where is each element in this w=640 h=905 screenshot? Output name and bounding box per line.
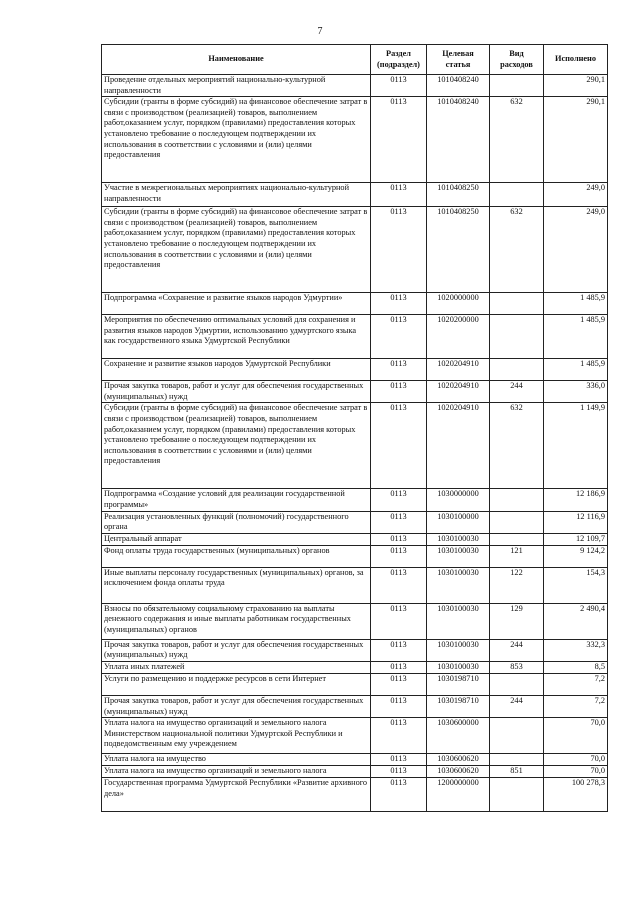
- row-kind: 853: [490, 661, 544, 673]
- row-target: 1030100030: [427, 639, 490, 661]
- budget-table: [101, 44, 608, 812]
- table-row: [102, 718, 608, 754]
- row-target: 1030600620: [427, 766, 490, 778]
- row-target: 1030100030: [427, 661, 490, 673]
- row-amount: 1 485,9: [544, 315, 608, 359]
- row-target: 1030000000: [427, 489, 490, 511]
- table-row: [102, 778, 608, 812]
- row-target: 1010408250: [427, 183, 490, 207]
- row-name: Сохранение и развитие языков народов Удмуртской Республики: [102, 359, 371, 381]
- table-row: [102, 661, 608, 673]
- row-kind: 122: [490, 567, 544, 603]
- row-kind: [490, 315, 544, 359]
- row-target: 1010408250: [427, 207, 490, 293]
- row-kind: [490, 75, 544, 97]
- table-row: [102, 567, 608, 603]
- row-kind: 851: [490, 766, 544, 778]
- row-name: Взносы по обязательному социальному страхованию на выплаты денежного содержания и иные выплаты работникам государственных (муниципальных) органов: [102, 603, 371, 639]
- row-section: 0113: [371, 511, 427, 533]
- row-name: Прочая закупка товаров, работ и услуг для обеспечения государственных (муниципальных) нужд: [102, 639, 371, 661]
- row-target: 1030100030: [427, 567, 490, 603]
- row-target: 1030100030: [427, 545, 490, 567]
- row-name: Подпрограмма «Сохранение и развитие языков народов Удмуртии»: [102, 293, 371, 315]
- row-name: Проведение отдельных мероприятий национально-культурной направленности: [102, 75, 371, 97]
- row-amount: 9 124,2: [544, 545, 608, 567]
- row-name: Реализация установленных функций (полномочий) государственного органа: [102, 511, 371, 533]
- row-name: Участие в межрегиональных мероприятиях национально-культурной направленности: [102, 183, 371, 207]
- row-target: 1020204910: [427, 403, 490, 489]
- row-section: 0113: [371, 639, 427, 661]
- row-section: 0113: [371, 661, 427, 673]
- row-name: Субсидии (гранты в форме субсидий) на финансовое обеспечение затрат в связи с производством (реализацией) товаров, выполнением работ,оказанием услуг, порядком (правилами) предоставления которых установлено требование о последующем подтверждении их использования в соответствии с условиями и (или) целями предоставления: [102, 403, 371, 489]
- row-target: 1020204910: [427, 381, 490, 403]
- row-kind: [490, 718, 544, 754]
- row-amount: 70,0: [544, 718, 608, 754]
- row-amount: 100 278,3: [544, 778, 608, 812]
- row-kind: [490, 754, 544, 766]
- row-target: 1030600620: [427, 754, 490, 766]
- row-target: 1010408240: [427, 97, 490, 183]
- row-amount: 332,3: [544, 639, 608, 661]
- row-kind: [490, 511, 544, 533]
- row-name: Прочая закупка товаров, работ и услуг для обеспечения государственных (муниципальных) нужд: [102, 381, 371, 403]
- row-section: 0113: [371, 603, 427, 639]
- row-section: 0113: [371, 754, 427, 766]
- table-row: [102, 766, 608, 778]
- table-row: [102, 511, 608, 533]
- row-name: Центральный аппарат: [102, 533, 371, 545]
- row-target: 1030600000: [427, 718, 490, 754]
- row-name: Иные выплаты персоналу государственных (муниципальных) органов, за исключением фонда оплаты труда: [102, 567, 371, 603]
- row-section: 0113: [371, 75, 427, 97]
- row-name: Уплата иных платежей: [102, 661, 371, 673]
- row-section: 0113: [371, 359, 427, 381]
- row-amount: 12 116,9: [544, 511, 608, 533]
- row-amount: 70,0: [544, 766, 608, 778]
- row-amount: 336,0: [544, 381, 608, 403]
- header-executed: Исполнено: [544, 45, 608, 75]
- row-section: 0113: [371, 293, 427, 315]
- page-number: 7: [317, 26, 323, 37]
- row-section: 0113: [371, 403, 427, 489]
- row-section: 0113: [371, 533, 427, 545]
- row-amount: 290,1: [544, 75, 608, 97]
- row-section: 0113: [371, 545, 427, 567]
- row-kind: [490, 489, 544, 511]
- row-amount: 249,0: [544, 207, 608, 293]
- row-section: 0113: [371, 315, 427, 359]
- row-kind: [490, 293, 544, 315]
- row-section: 0113: [371, 207, 427, 293]
- row-section: 0113: [371, 183, 427, 207]
- row-amount: 12 186,9: [544, 489, 608, 511]
- row-target: 1030100030: [427, 603, 490, 639]
- row-amount: 7,2: [544, 673, 608, 695]
- table-row: [102, 183, 608, 207]
- table-row: [102, 489, 608, 511]
- row-kind: 632: [490, 97, 544, 183]
- row-kind: [490, 359, 544, 381]
- table-body: [102, 75, 608, 812]
- row-kind: 129: [490, 603, 544, 639]
- header-target: Целевая статья: [427, 45, 490, 75]
- row-section: 0113: [371, 381, 427, 403]
- row-section: 0113: [371, 567, 427, 603]
- row-name: Государственная программа Удмуртской Республики «Развитие архивного дела»: [102, 778, 371, 812]
- row-amount: 1 485,9: [544, 359, 608, 381]
- row-kind: 632: [490, 403, 544, 489]
- row-section: 0113: [371, 766, 427, 778]
- row-amount: 12 109,7: [544, 533, 608, 545]
- table-row: [102, 639, 608, 661]
- row-kind: [490, 183, 544, 207]
- row-target: 1020000000: [427, 293, 490, 315]
- row-kind: [490, 533, 544, 545]
- table-row: [102, 403, 608, 489]
- table-row: [102, 673, 608, 695]
- row-amount: 1 149,9: [544, 403, 608, 489]
- table-row: [102, 293, 608, 315]
- table-row: [102, 315, 608, 359]
- row-kind: 244: [490, 695, 544, 717]
- row-section: 0113: [371, 718, 427, 754]
- header-name: Наименование: [102, 45, 371, 75]
- row-amount: 70,0: [544, 754, 608, 766]
- row-kind: [490, 673, 544, 695]
- row-kind: 632: [490, 207, 544, 293]
- row-section: 0113: [371, 778, 427, 812]
- row-kind: 121: [490, 545, 544, 567]
- row-name: Уплата налога на имущество организаций и земельного налога Министерством национальной политики Удмуртской Республики и подведомственным ему учреждением: [102, 718, 371, 754]
- row-amount: 290,1: [544, 97, 608, 183]
- row-target: 1010408240: [427, 75, 490, 97]
- row-target: 1020204910: [427, 359, 490, 381]
- row-name: Субсидии (гранты в форме субсидий) на финансовое обеспечение затрат в связи с производством (реализацией) товаров, выполнением работ,оказанием услуг, порядком (правилами) предоставления которых установлено требование о последующем подтверждении их использования в соответствии с условиями и (или) целями предоставления: [102, 97, 371, 183]
- table-row: [102, 603, 608, 639]
- row-section: 0113: [371, 97, 427, 183]
- row-name: Услуги по размещению и поддержке ресурсов в сети Интернет: [102, 673, 371, 695]
- row-section: 0113: [371, 673, 427, 695]
- header-section: Раздел (подраздел): [371, 45, 427, 75]
- row-name: Фонд оплаты труда государственных (муниципальных) органов: [102, 545, 371, 567]
- table-row: [102, 533, 608, 545]
- row-amount: 2 490,4: [544, 603, 608, 639]
- row-name: Уплата налога на имущество организаций и земельного налога: [102, 766, 371, 778]
- row-target: 1020200000: [427, 315, 490, 359]
- row-kind: 244: [490, 639, 544, 661]
- row-target: 1030198710: [427, 695, 490, 717]
- table-row: [102, 695, 608, 717]
- row-amount: 154,3: [544, 567, 608, 603]
- row-name: Подпрограмма «Создание условий для реализации государственной программы»: [102, 489, 371, 511]
- row-section: 0113: [371, 489, 427, 511]
- table-row: [102, 359, 608, 381]
- row-name: Уплата налога на имущество: [102, 754, 371, 766]
- row-amount: 249,0: [544, 183, 608, 207]
- row-target: 1030100000: [427, 511, 490, 533]
- row-amount: 1 485,9: [544, 293, 608, 315]
- row-amount: 8,5: [544, 661, 608, 673]
- row-target: 1030198710: [427, 673, 490, 695]
- row-name: Прочая закупка товаров, работ и услуг для обеспечения государственных (муниципальных) нужд: [102, 695, 371, 717]
- header-kind: Вид расходов: [490, 45, 544, 75]
- table-row: [102, 97, 608, 183]
- table-header: [102, 45, 608, 75]
- table-row: [102, 754, 608, 766]
- row-target: 1030100030: [427, 533, 490, 545]
- table-row: [102, 545, 608, 567]
- row-kind: 244: [490, 381, 544, 403]
- table-row: [102, 75, 608, 97]
- row-amount: 7,2: [544, 695, 608, 717]
- table-row: [102, 207, 608, 293]
- row-name: Субсидии (гранты в форме субсидий) на финансовое обеспечение затрат в связи с производством (реализацией) товаров, выполнением работ,оказанием услуг, порядком (правилами) предоставления которых установлено требование о последующем подтверждении их использования в соответствии с условиями и (или) целями предоставления: [102, 207, 371, 293]
- table-row: [102, 381, 608, 403]
- row-section: 0113: [371, 695, 427, 717]
- row-kind: [490, 778, 544, 812]
- row-target: 1200000000: [427, 778, 490, 812]
- row-name: Мероприятия по обеспечению оптимальных условий для сохранения и развития языков народов Удмуртии, использованию удмуртского языка как государственного языка Удмуртской Республики: [102, 315, 371, 359]
